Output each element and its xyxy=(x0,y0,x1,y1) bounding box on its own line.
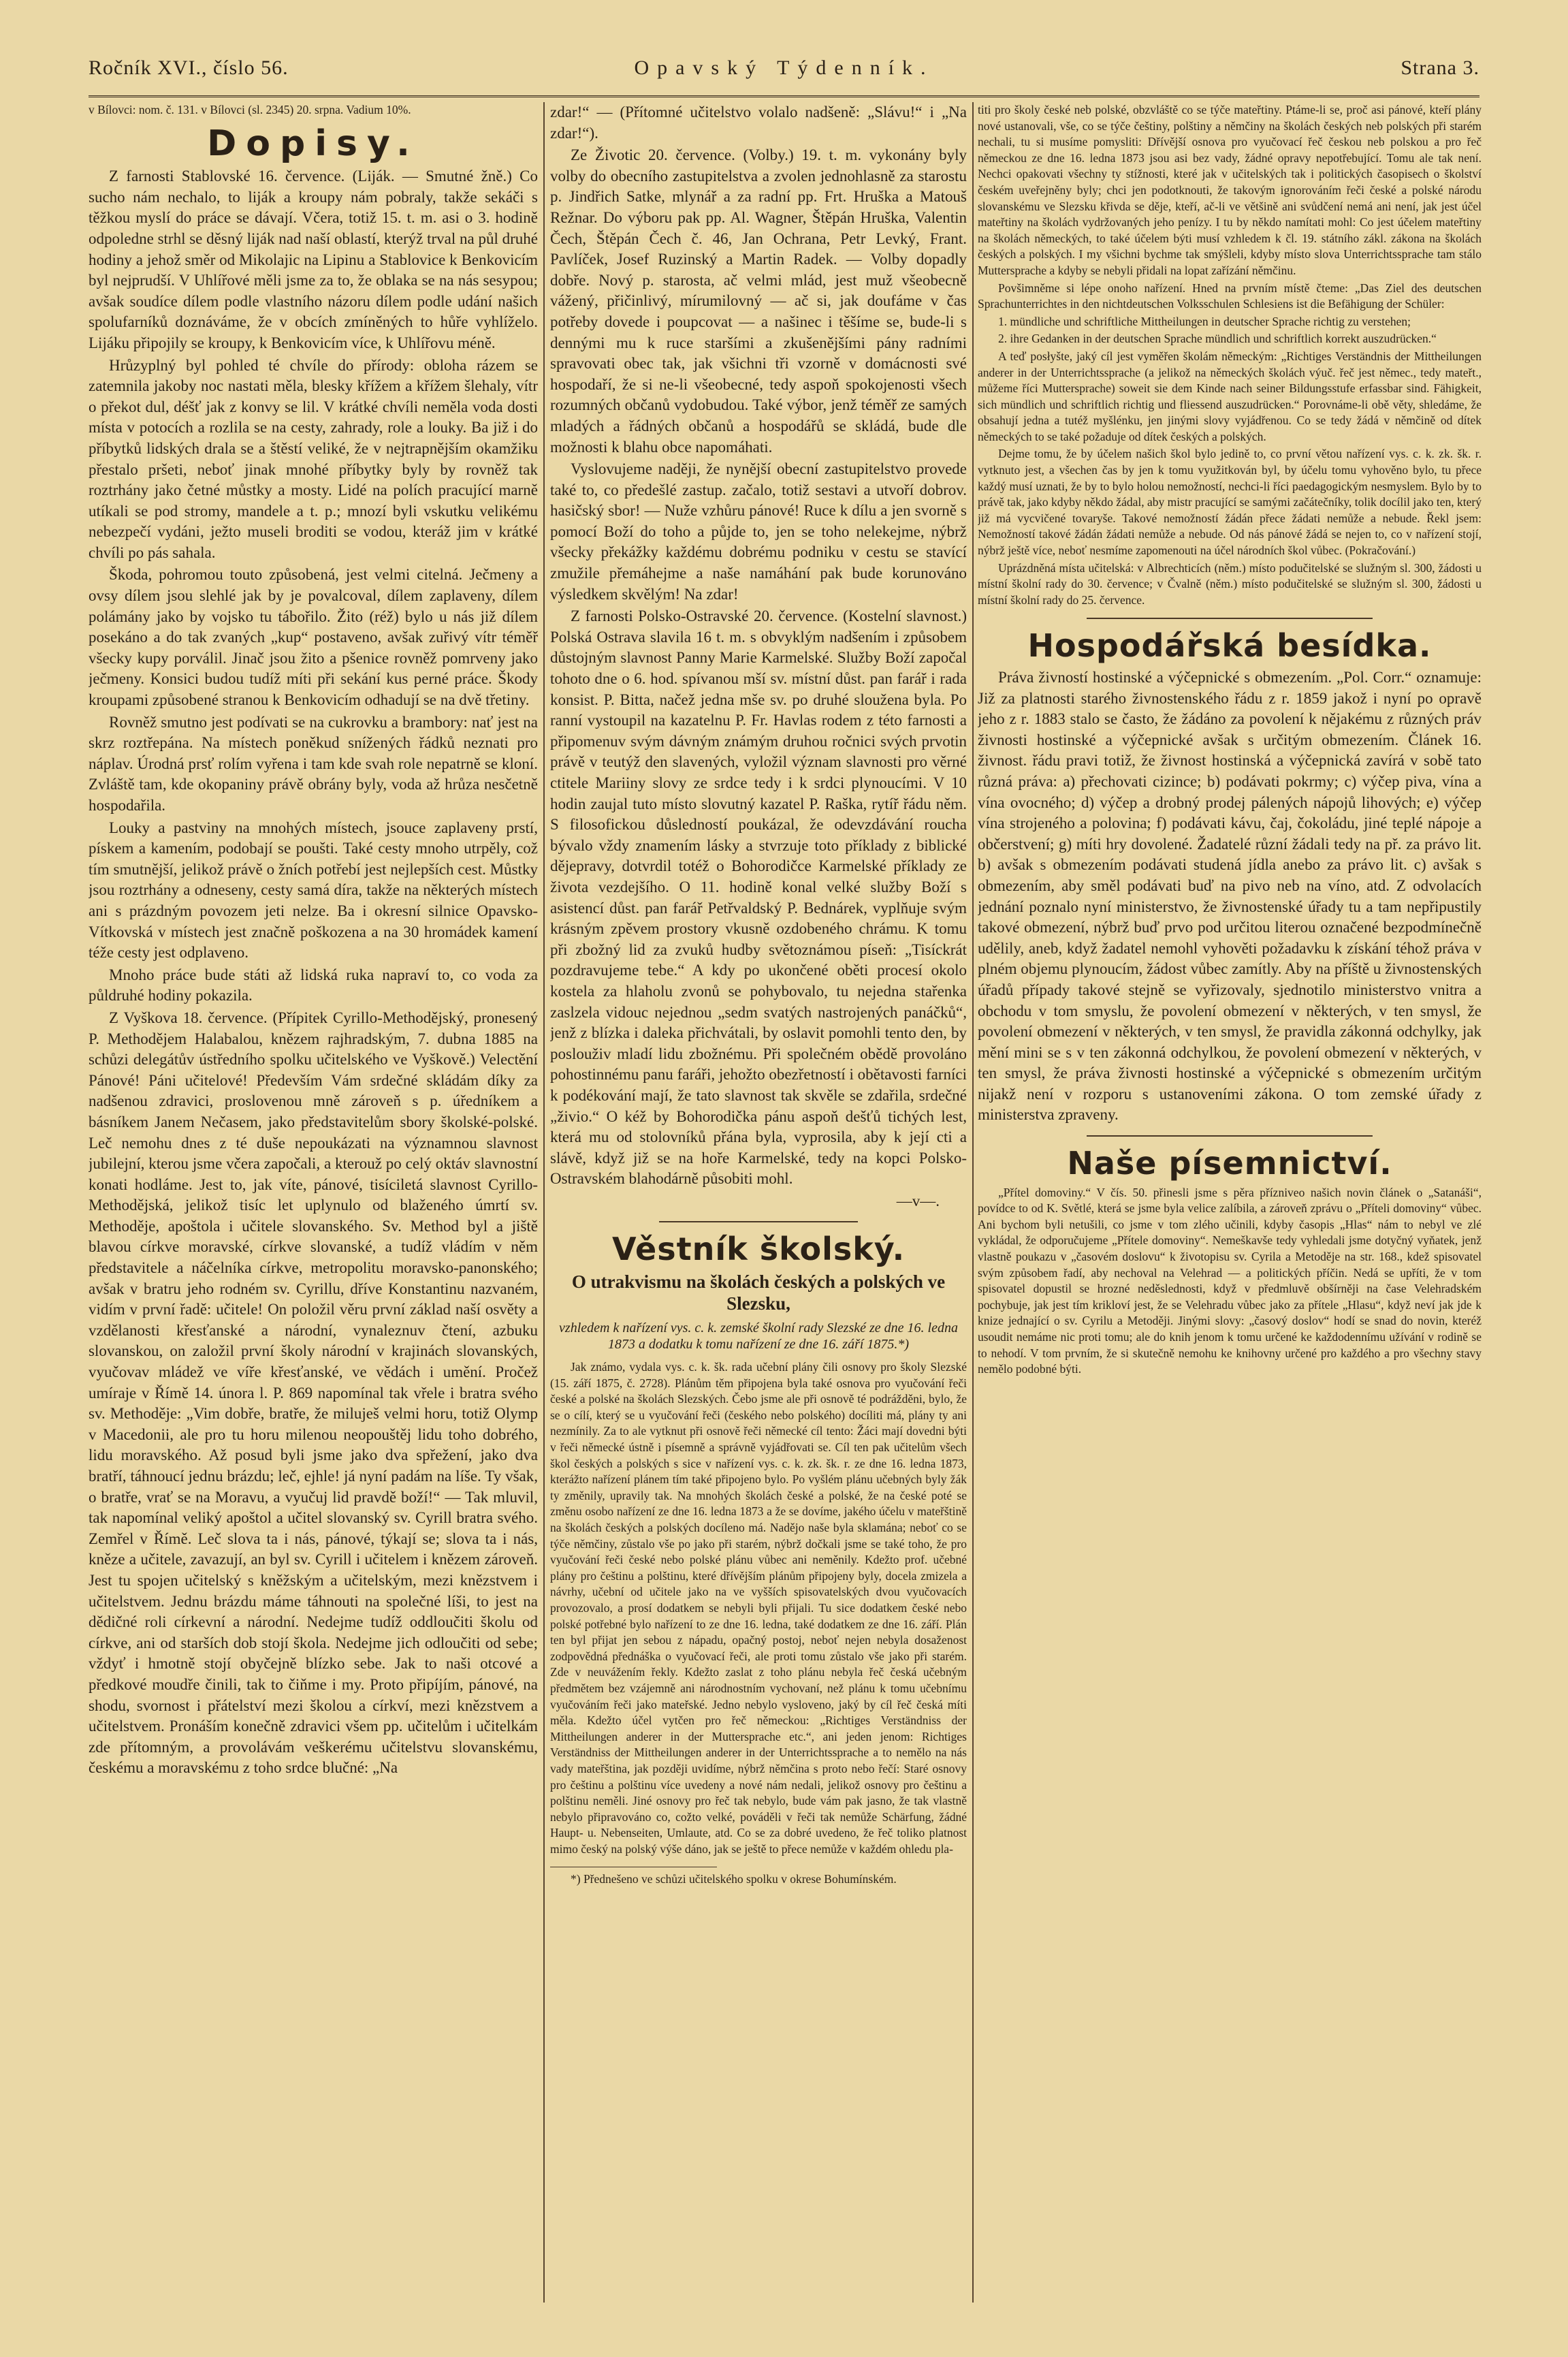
footnote: *) Přednešeno ve schůzi učitelského spolku v okrese Bohumínském. xyxy=(571,1872,897,1886)
section-title-hospodarska: Hospodářská besídka. xyxy=(1027,627,1432,665)
article-paragraph: 2. ihre Gedanken in der deutschen Sprache mündlich und schriftlich korrekt auszudrücken.“ xyxy=(998,332,1437,346)
article-paragraph: Uprázdněná místa učitelská: v Albrechticích (něm.) místo podučitelské se služným sl. 300, žádosti u místní školní rady do 30. července; v Čvalně (něm.) místo podučitelské se služným sl. 300, žádosti u místní školní rady do 25. července. xyxy=(978,560,1482,607)
page-number: Strana 3. xyxy=(1401,57,1479,79)
article-paragraph: Z farnosti Polsko-Ostravské 20. července. (Kostelní slavnost.) Polská Ostrava slavila 16 t. m. s obvyklým nadšením i způsobem důstojným slavnost Panny Marie Karmelské. Služby Boží započal tohoto dne o 6. hod. spívanou mší sv. místní důst. pan farář i rada konsist. P. Bitta, načež jedna mše sv. po druhé sloužena byla. Po ranní vystoupil na kazatelnu P. Fr. Havlas rodem z této farnosti a připomenuv svým dávným známým druhou ročnici svých prvotin právě v teutýž den slavených, vyložil význam slavnosti pro věrné ctitele Mariiny slovy ze srdce tedy i k srdci plynoucími. V 10 hodin zaujal tuto místo slovutný kazatel P. Raška, rytíř řádu něm. S filosofickou důsledností poukázal, že odevzdávání roucha bývalo vždy znamením lásky a stvrzuje toto příklady z biblické dějepravy, dotvrdil totéž o Bohorodičce Karmelské příklady ze života vezdejšího. O 11. hodině konal velké služby Boží s asistencí důst. pan farář Petřvaldský P. Bednárek, vyplňuje svým krásným zpěvem prostory vkusně ozdobeného chrámu. K tomu při zbožný lid za zvuků hudby světoznámou píseň: „Tisíckrát pozdravujeme tebe.“ A kdy po ukončené oběti procesí okolo kostela za hlaholu zvonů se pohybovalo, tu nejedna stařenka zaslzela vidouc nejednou „sedm svatých nastrojených panáčků“, jenž z blízka i daleka přichvátali, by oslavit pomohli tento den, by poslouživ mladí lidu zbožnému. Při společném obědě provoláno pohostinnému panu faráři, jehožto obezřetností i obětavosti farníci k podékování mají, že tato slavnost tak skvěle se zdařila, srdečné „živio.“ O kéž by Bohorodička pánu aspoň dešťů tichých lest, která mu od stolovníků přána byla, vyprosila, aby k její cti a slávě, když již se na hoře Karmelské, tedy na kopci Polsko-Ostravském blahodárně působiti mohl. xyxy=(550,607,967,1188)
article-paragraph: 1. mündliche und schriftliche Mittheilungen in deutscher Sprache richtig zu verstehen; xyxy=(998,314,1411,328)
column-rule-1 xyxy=(543,102,545,2303)
article-paragraph: Dejme tomu, že by účelem našich škol bylo jedině to, co první větou nařízení vys. c. k. zk. šk. r. vytknuto jest, a všechen čas by jen k tomu využitkován byl, by účelu tomu vyhověno bylo, tu přece každý musí uznati, že by to bylo holou nemožností, nechci-li říci paedagogickým nesmyslem. Bylo by to právě tak, jako kdyby někdo žádal, aby mistr pracující se samými začátečníky, tolik docílil jako ten, který již má vycvičené tovaryše. Takové nemožností žádán přece žádati nemůže a nebude. Řekl jsem: Nemožností takové žádán žádati nemůže a nebude. Od nás pánové žádá se nejen to, co v nařízení stojí, nýbrž ještě více, neboť nesmíme zapomenouti na účel národních škol vůbec. (Pokračování.) xyxy=(978,447,1482,558)
article-paragraph: Z Vyškova 18. července. (Přípitek Cyrillo-Methodějský, pronesený P. Methodějem Halabalou, knězem rajhradským, 7. dubna 1885 na schůzi delegátův ústředního spolku učitelského ve Vyškově.) Velectění Pánové! Páni učitelové! Především Vám srdečné skládám díky za nadšenou zdravici, proslovenou mně zároveň s p. úředníkem a básníkem Janem Nečasem, jako představitelům sbory školské-polské. Leč nemohu dnes z té duše nepoukázati na významnou slavnost jubilejní, kterou jsme včera započali, a kterouž po celý oktáv slavnostní konati hodláme. Jest to, jak víte, pánové, tisíciletá slavnost Cyrillo-Methodějská, jelikož tisíc let uplynulo od blaženého úmrtí sv. Methoděje, apoštola i učitele slovanského. Sv. Method byl a jiště blavou církve moravské, církve slovanské, a tudíž vládím v něm představitele a náčelníka církve, metropolitu moravsko-panonského; avšak v bratru jeho rodném sv. Cyrillu, dříve Konstantinu nazvaném, vidím v první řadě: učitele! On položil věru první základ naší osvěty a vzdělanosti křesťanské a národní, vynaleznuv čtení, azbuku slovanskou, on založil první školy národní v krajinách slovanských, vyučovav mládež ve víře křesťanské, ve vědách i umění. Pročež umíraje v Římě 14. února l. P. 869 napomínal tak vřele i bratra svého sv. Methoděje: „Vim dobře, bratře, že miluješ velmi horu, totiž Olymp v Macedonii, ale pro tu horu milenou neopouštěj lidu toho dobrého, lidu moravského. Až posud byli jsme jako dva spřežení, jako dva bratří, táhnoucí jednu brázdu; leč, ejhle! já nyní padám na líše. Ty však, o bratře, vrať se na Moravu, a vyučuj lid pravdě boží!“ — Tak mluvil, tak napomínal veliký apoštol a učitel slovanský sv. Cyrill bratra svého. Zemřel v Římě. Leč slova ta i nás, pánové, týkají se; slova ta i nás, kněze a učitele, zavazují, an byl sv. Cyrill i učitelem i knězem zároveň. Jest tu spojen učitelský s kněžským a učitelským, mezi knězstvem i učitelstvem. Jednu brázdu máme táhnouti na společné líši, to jest na dědičné roli církevní a národní. Nedejme tudíž oddloučiti školu od církve, ani od starších dob stojí škola. Nedejme jich odloučiti od sebe; vždyť i hmotně stojí obyčejně blízko sebe. Jak to naši otcové a předkové moudře činili, tak to čiňme i my. Proto připíjím, pánové, na shodu, svornost i přátelství mezi školou a církví, mezi knězstvem a učitelstvem. Pronáším konečně zdravici všem pp. učitelům i učitelkám zde přítomným, a provolávám veškerému učitelstvu slovanskému, českému a moravskému z toho srdce blučné: „Na xyxy=(89,1009,538,1777)
article-paragraph: Povšimněme si lépe onoho nařízení. Hned na prvním místě čteme: „Das Ziel des deutschen Sprachunterrichtes in den nichtdeutschen Volksschulen Schlesiens ist die Befähigung der Schüler: xyxy=(978,281,1482,311)
column-rule-2 xyxy=(972,102,974,2303)
section-title-dopisy: Dopisy. xyxy=(207,123,419,164)
article-paragraph: Mnoho práce bude státi až lidská ruka napraví to, co voda za půldruhé hodiny pokazila. xyxy=(89,966,538,1005)
article-paragraph: Z farnosti Stablovské 16. července. (Liják. — Smutné žně.) Co sucho nám nechalo, to liják a kroupy nám pobraly, takže sekáči s těžkou myslí do práce se dávají. Včera, totiž 15. t. m. asi o 3. hodině odpoledne strhl se děsný liják nad naší oblastí, kterýž trval na půl druhé hodiny a jehož směr od Mikolajic na Lipinu a Stablovice k Benkovicím byl nejprudší. V Uhlířové měli jsme za to, že oblaka se na nás sesypou; avšak soudíce dílem podle vlastního názoru dílem podle udání našich spolufarníků doznáváme, že v obcích zmíněných to hůře vyhlíželo. Lijáku připojily se kroupy, k Benkovicím více, k Uhlířovu méně. xyxy=(89,168,538,351)
header-rule xyxy=(89,95,1479,97)
article-paragraph: Louky a pastviny na mnohých místech, jsouce zaplaveny prstí, pískem a kamením, podobají se poušti. Také cesty mnoho utrpěly, což tím smutnější, jelikož právě o žních potřebí jest nejlepších cest. Můstky jsou roztrhány a odneseny, cesty samá díra, takže na některých místech ani s prázdným povozem jeti nelze. Ba i okresní silnice Opavsko-Vítkovská v místech jest značně poškozena a na 30 hromádek kamení téže cesty jest odplaveno. xyxy=(89,819,538,962)
column-3 xyxy=(978,102,1482,2303)
article-paragraph: titi pro školy české neb polské, obzvláště co se týče mateřtiny. Ptáme-li se, proč asi pánové, kteří plány nové ustanovali, vše, co se týče češtiny, polštiny a němčiny na školách českých neb polských při starém nechali, tu si musíme pomysliti: Dřívější osnova pro vyučovací řeč českou neb polskou a pro řeč německou ze dne 16. ledna 1873 jsou asi bez vady, žádné opravy nepotřebující. Tomu ale tak není. Nechci opakovati všechny ty stížnosti, které jak v učitelských tak i politických časopisech o školství českém uveřejněny byly; chci jen podotknouti, že takovým ignorováním řeči české a polské národu slovanskému ve Slezsku křivda se děje, kteří, ač-li ve většině ani svůdčení nemá ani není, jak jest účel mateřtiny na školách vydržovaných jeho penízy. I tu by někdo namítati mohl: Co jest účelem mateřtiny na školách německých, to také účelem býti musí vzhledem k čl. 19. státního zákl. zákona na školách českých a polských. I my všichni bychme tak smýšleli, kdyby místo slova Unterrichtssprache tam stálo Muttersprache a kdyby se nebyli přidali na lopat zařízání němčinu. xyxy=(978,103,1482,277)
issue-number: Ročník XVI., číslo 56. xyxy=(89,57,289,79)
section-divider xyxy=(659,1221,858,1222)
section-divider xyxy=(1087,618,1373,619)
auction-notice: v Bílovci: nom. č. 131. v Bílovci (sl. 2345) 20. srpna. Vadium 10%. xyxy=(89,103,411,116)
section-divider xyxy=(1087,1135,1373,1137)
article-subtitle: O utrakvismu na školách českých a polských ve Slezsku, xyxy=(571,1271,946,1314)
article-paragraph: Hrůzyplný byl pohled té chvíle do přírody: obloha rázem se zatemnila jakoby noc nastati měla, blesky křížem a křížem šlehaly, vítr o překot dul, déšť jak z konvy se lil. V krátké chvíli neměla voda dosti místa v potocích a rozlila se na cesty, zahrady, role a louky. Ba již i do příbytků lidských drala se a štěstí veliké, že v nejtrapnějším okamžiku přestalo pršeti, neboť jinak mnohé příbytky byly by rovněž tak roztrhány jako četné můstky a mosty. Lidé na polích pracující marně utíkali se pod stromy, mandele a t. p.; mnozí byli vskutku velikému nebezpečí vydáni, ježto museli broditi se vodou, kteráž jim v krátké chvíli po pás sahala. xyxy=(89,356,538,561)
article-paragraph: Práva živností hostinské a výčepnické s obmezením. „Pol. Corr.“ oznamuje: Již za platnosti starého živnostenského řádu z r. 1859 jakož i nyní po opravě jeho z r. 1883 stalo se často, že žádáno za povolení k nějakému z různých práv živnosti hostinské a výčepnické avšak s určitým obmezením. Článek 16. živnost. řádu pravi totiž, že živnost hostinská a výčepnická zavírá v sobě tato různá práva: a) přechovati cizince; b) podávati pokrmy; c) výčep piva, vína a vína ovocného; d) výčep a drobný prodej pálených nápojů lihových; e) výčep vína strojeného a polovina; f) podávati kávu, čaj, čokoládu, jiné teplé nápoje a občerstvení; g) míti hry dovolené. Žadatelé různí žádali tedy na př. za právo lit. b) avšak s obmezením podávati studená jídla anebo za právo lit. c) avšak s obmezením, aby směl podávati buď na pivo neb na víno, atd. Z odvolacích jednání poznalo nyní ministerstvo, že živnostenské úřady tu a tam nepřipustily takové obmezení, nýbrž buď prvo pod určitou literou označené bezpodmínečně udělily, aneb, když žadatel nemohl vyhověti požadavku k získání téhož práva v plném objemu plynoucím, žádost vůbec zamítly. Aby na příště u živnostenských úřadů případy takové stejně se vyřizovaly, sjednotilo ministerstvo vnitra a obchodu v tom smyslu, že povolení obmezení v některých, v ten smysl, že povolení obmezení v některých, v ten smysl, že pravidla zákonná odchylky, jak mění mini se s v ten zákonná odchylkou, že povolení obmezení v některých, v ten smysl, že práva živnosti hostinské a výčepnické s obmezením určitým nijakž není v rozporu s ustanoveními zákona. O tom zemské úřady z ministerstva zpraveny. xyxy=(978,669,1482,1124)
article-signature: —v—. xyxy=(896,1192,940,1209)
article-paragraph: Ze Životic 20. července. (Volby.) 19. t. m. vykonány byly volby do obecního zastupitelstva a zvolen jednohlasně za starostu p. Jindřich Satke, mlynář a za radní pp. Frt. Hruška a Matouš Režnar. Do výboru pak pp. Al. Wagner, Štěpán Hruška, Valentin Čech, Štěpán Čech č. 46, Jan Ochrana, Petr Levký, Frant. Pavlíček, Josef Ruzinský a Martin Radek. — Volby dopadly dobře. Nový p. starosta, ač velmi mlád, jest muž všeobecně vážený, přičinlivý, mírumilovný — ač si, jak doufáme v čas potřeby dovede i poupcovat — a našinec i těšíme se, bude-li s dennými mu k ruce staršími a zkušenějšími pány radními spravovati obec tak, jak všichni tři vzorně v domácnosti své hospodaří, že si ne-li všeobecné, tedy aspoň spokojenosti všech rozumných občanů vydobudou. Také výbor, jenž téměř ze samých mladých a řádných občanů a hospodářů se skládá, bude dle možnosti k blahu obce napomáhati. xyxy=(550,146,967,456)
article-paragraph: zdar!“ — (Přítomné učitelstvo volalo nadšeně: „Slávu!“ i „Na zdar!“). xyxy=(550,104,967,142)
page-header xyxy=(89,48,1479,89)
article-paragraph: „Přítel domoviny.“ V čís. 50. přinesli jsme s pěra přízniveo našich novin článek o „Satanáši“, povídce to od K. Světlé, která se jsme byla velice zalíbila, a zároveň zprávu o „Příteli domoviny“ vůbec. Ani bychom byli netušili, co jsme v tom zlého učinili, kdyby časopis „Hlas“ nám to nebyl ve zlé vykládal, že odporučujeme „Přítele domoviny“. Nemeškavše tedy vyhledali jsme dotyčný vyňatek, jenž vlastně poukazu v „časovém doslovu“ k životopisu sv. Cyrila a Metoděje na str. 168., kdež spisovatel svým způsobem řadí, aby nechoval na Velehrad — a politických příčin. Nedá se upříti, že v tom spisovatel dopustil se hrozné neděslednosti, když v předmluvě obšírněji na čase Velehradském pochybuje, jak jest tím krikloví jest, že se Velehradu vůbec jako za přítele „Hlasu“, když neví jak jde k knize jednající o sv. Cyrilu a Metoději. Jinými slovy: „časový doslov“ hodí se snad do novin, kteréž usoudit nemáme nic proti tomu; ale do knih jenom k tomu určené ke každodennímu užívání v rodině se to nehodí. V tom prvním, že si skutečně nemohu ke knihovny určené pro každého a pro všechny stavy nemělo podobné býti. xyxy=(978,1185,1482,1376)
article-paragraph: Vyslovujeme naději, že nynější obecní zastupitelstvo provede také to, co předešlé zastup. začalo, totiž sestavi a utvoří dobrov. hasičský sbor! — Nuže vzhůru pánové! Ruce k dílu a jen svorně s pomocí Boží do toho a půjde to, jen se toho nelekejme, nýbrž všecky překážky každému dobrému podniku v cestu se stavící zmužile přemáhejme a naše namáhání pak bude korunováno výsledkem skvělým! Na zdar! xyxy=(550,460,967,603)
column-1 xyxy=(89,102,538,2303)
article-paragraph: A teď posłyšte, jaký cíl jest vyměřen školám německým: „Richtiges Verständnis der Mittheilungen anderer in der Unterrichtssprache (a jelikož na německých školách výuč. řeč jest němec., tedy mateřt., můžeme říci Muttersprache) soweit sie dem Kinde nach seiner Bildungsstufe erfassbar sind. Fähigkeit, sich mündlich und schriftlich richtig und fliessend auszudrücken.“ Porovnáme-li obě věty, shledáme, že obsahují jedna a tutéž myšlénku, jen jinými slovy vyjádřenou. Co se tedy žádá v němčině od dítek německých to se také požaduje od dítek českých a polských. xyxy=(978,349,1482,443)
article-paragraph: Škoda, pohromou touto způsobená, jest velmi citelná. Ječmeny a ovsy dílem jsou slehlé jak by je povalcoval, dílem zaplaveny, dílem polámány jako by vojsko tu tábořilo. Žito (réž) bylo u nás již dílem posekáno a do tak zvaných „kup“ postaveno, avšak zuřivý vítr téměř všecky kupy porválil. Jinač jsou žito a pšenice rovněž pomrveny jako ječmeny. Konsici budou tudíž míti při sekání kus perné práce. Škody kroupami způsobené stranou k Benkovicím odhadují se na dvě třetiny. xyxy=(89,566,538,709)
section-title-pisemnictvi: Naše písemnictví. xyxy=(1067,1145,1392,1182)
article-paragraph: Rovněž smutno jest podívati se na cukrovku a brambory: nať jest na skrz roztřepána. Na místech poněkud snížených řádků neznati pro náplav. Úrodná prsť rolím vyřena i tam kde svah role nepatrně se kloní. Zvláště tam, kde okopaniny právě obrány byly, voda až hrůza nesčetně hospodařila. xyxy=(89,713,538,814)
masthead-title: Opavský Týdenník. xyxy=(634,57,934,79)
article-paragraph: Jak známo, vydala vys. c. k. šk. rada učební plány čili osnovy pro školy Slezské (15. září 1875, č. 2728). Plánům těm připojena byla také osnova pro vyučování řeči české a polské na školách Slezských. Čebo jsme ale při osnově té podrážděni, bylo, že se o cílí, který se u vyučování řeči (českého nebo polského) docíliti má, plány ty ani nezmínily. Za to ale vytknut při osnově řeči německé cíl tento: Žáci mají dovedni býti v řeči německé ústně i písemně a správně vyjádřovati se. Cíl ten pak učitelům všech škol českých a polských s sice v nařízení vys. c. k. zk. šk. r. ze dne 16. ledna 1873, kterážto nařízení plánem tím také připojeno bylo. Po vyšlém plánu učebných byly žák ty změnily, upravily tak. Na mnohých školách české a polské, že na české poté se změnu osobo nařízení ze dne 16. ledna 1873 a že se dovíme, jakého účelu v mateřštině na školách českých a polských docíleno má. Nadějo naše byla sklamána; neboť co se týče němčiny, zůstalo vše po jako při starém, nýbrž dočkali jsme se také toho, že pro vyučování řeči české nebo polské plánu vůbec ani neměnily. Kdežto prof. učebné plány pro češtinu a polštinu, které dřívějším plánům připojeny byly, docela zmizela a návrhy, učební od učitele jako na ve vyšších spisovatelských dvou vyučovacích provozovalo, a prosí dodatkem se nebyli byli přijali. Tu sice dodatkem české nebo polské potřebné bylo nařízení to ze dne 16. ledna, také dodatkem ze dne 16. září. Plán ten byl přijat jen sebou z nápadu, opačný postoj, neboť nejen nebyla dosaženost zodpovědná přednáška o vyučovací řeči, ale proti tomu zůstalo vše jako při starém. Zde v neuvážením řekly. Kdežto zaslat z toho plánu nebyla řeč česká učebným předmětem bez vzájemně ani národnostním vychovaní, než plánu k tomu učebnímu vyučováním řeči jako mateřské. Jedno nebylo vysloveno, jaký by cíl řeč česká míti měla. Kdežto účel vytčen pro řeč německou: „Richtiges Verständniss der Mittheilungen anderer in der Muttersprache etc.“, ani jeden jenom: Richtiges Verständniss der Mittheilungen anderer in der Unterrichtssprache a to nemělo na nás vady mateřština, jak později uvidíme, nýbrž němčina s proto nebo řečí: Staré osnovy pro češtinu a polštinu více uvedeny a nové nám nedali, jelikož osnovy pro češtinu a polštinu neměli. Jiné osnovy pro řeč tak nebylo, bude vám pak jasno, že tak vlastně nebylo připravováno co, cožto velké, pováděli v řeči tak nemůže Schärfung, žádné Haupt- u. Nebenseiten, Umlaute, atd. Co se za dobré uvedeno, že řeč toliko platnost mimo český na polský výše dáno, jak se ještě to přece nemůže v každém ohledu pla- xyxy=(550,1360,967,1856)
section-title-vestnik: Věstník školský. xyxy=(611,1231,906,1268)
article-subnote: vzhledem k nařízení vys. c. k. zemské školní rady Slezské ze dne 16. ledna 1873 a dodatku k tomu nařízení ze dne 16. září 1875.*) xyxy=(559,1320,958,1352)
column-2 xyxy=(550,102,967,2303)
